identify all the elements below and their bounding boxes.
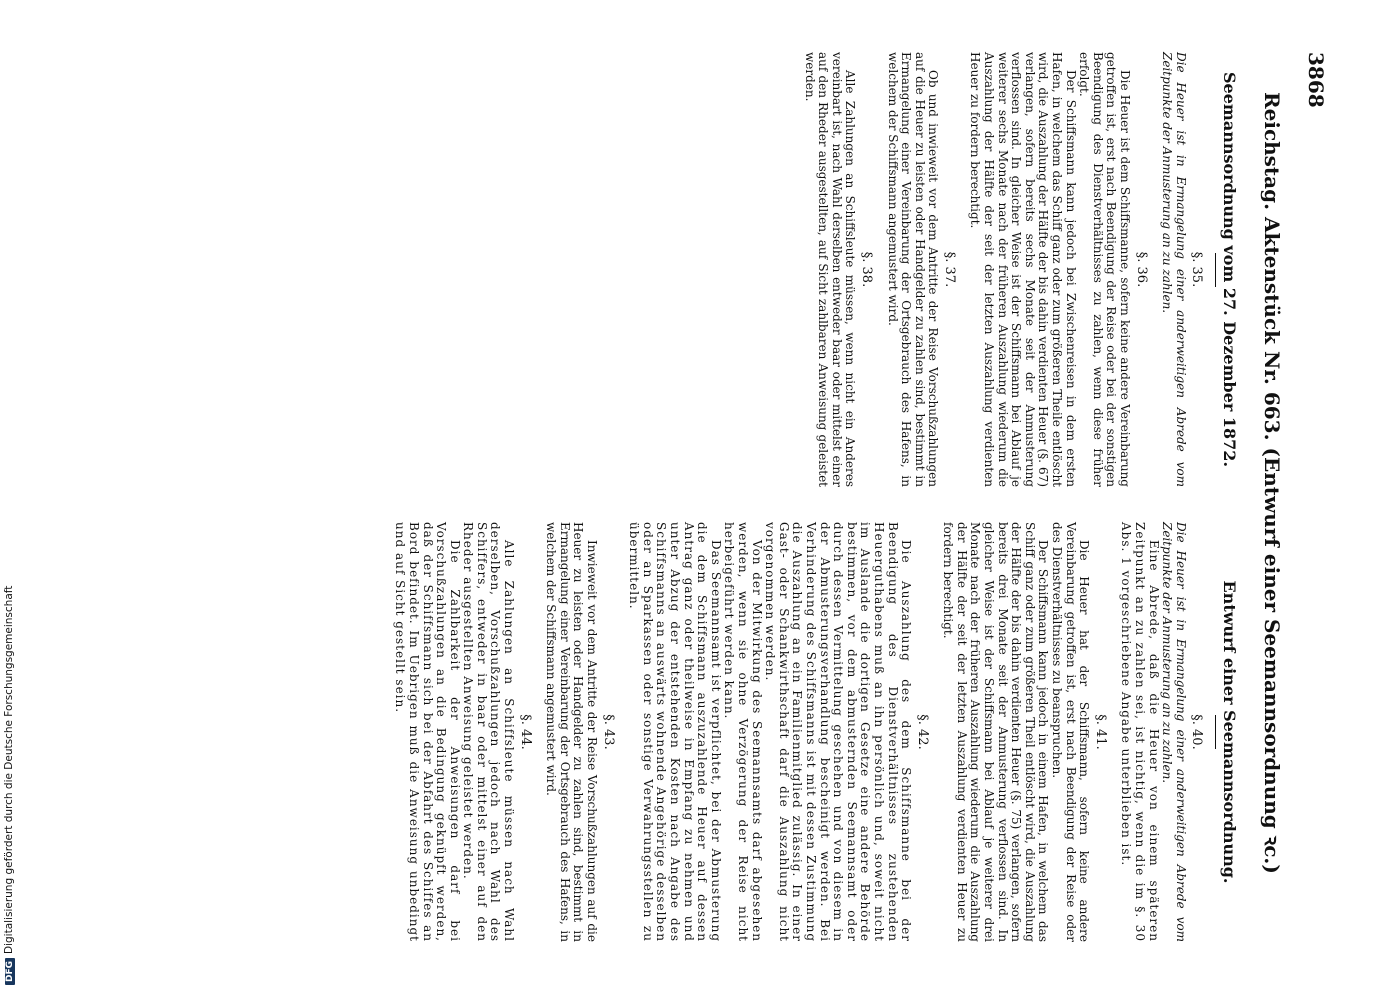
paragraph: Ob und inwieweit vor dem Antritte der Reise Vorschußzahlungen auf die Heuer zu leisten oder Handgelder zu zahlen sind, bestimmt in Ermangelung einer Vereinbarung der Ortsgebrauch des Hafens, in welchem der Schiffsmann angemustert wird. <box>885 52 941 487</box>
section-heading: §. 37. <box>941 251 957 288</box>
right-column-title: Entwurf einer Seemannsordnung. <box>1220 580 1239 884</box>
section-heading: §. 36. <box>1133 251 1149 288</box>
paragraph: Die Heuer ist in Ermangelung einer anderweitigen Abrede vom Zeitpunkte der Anmusterung an zu zahlen. <box>1160 52 1188 487</box>
section-heading: §. 41. <box>1092 714 1108 750</box>
section-heading: §. 43. <box>600 714 616 750</box>
right-column <box>393 522 1239 942</box>
digitization-footer <box>3 0 17 985</box>
section-heading: §. 35. <box>1189 251 1205 288</box>
left-column <box>802 52 1239 487</box>
divider <box>1215 715 1216 749</box>
paragraph: Das Seemannsamt ist verpflichtet, bei der Abmusterung die dem Schiffsmann auszuzahlende Heuer auf dessen Antrag ganz oder theilweise in Empfang zu nehmen und unter Abzug der entstehenden Kosten nach Angabe des Schiffsmanns an auswärts wohnende Angehörige desselben oder an Sparkassen oder sonstige Verwahrungsstellen zu übermitteln. <box>627 522 723 942</box>
document-sheet <box>58 52 1328 952</box>
paragraph: Der Schiffsmann kann jedoch in einem Hafen, in welchem das Schiff ganz oder zum größeren Theil entlöscht wird, die Auszahlung der Hälfte der bis dahin verdienten Heuer (§. 75) verlangen, sofern bereits drei Monate seit der Anmusterung verflossen sind. In gleicher Weise ist der Schiffsmann bei Ablauf je weiterer drei Monate nach der früheren Auszahlung wiederum die Auszahlung der Hälfte der seit der letzten Auszahlung verdienten Heuer zu fordern berechtigt. <box>941 522 1051 942</box>
section-heading: §. 42. <box>914 714 930 750</box>
paragraph: Eine Abrede, daß die Heuer von einem späteren Zeitpunkt an zu zahlen sei, ist nichtig, wenn die im §. 30 Abs. 1 vorgeschriebene Angabe unterblieben ist. <box>1119 522 1161 942</box>
paragraph: Die Zahlbarkeit der Anweisungen darf bei Vorschußzahlungen an die Bedingung geknüpft werden, daß der Schiffsmann sich bei der Abfahrt des Schiffes an Bord befindet. Im Uebrigen muß die Anweisung unbedingt und auf Sicht gestellt sein. <box>393 522 462 942</box>
paragraph: Inwieweit vor dem Antritte der Reise Vorschußzahlungen auf die Heuer zu leisten oder Handgelder zu zahlen sind, bestimmt in Ermangelung einer Vereinbarung der Ortsgebrauch des Hafens, in welchem der Schiffsmann angemustert wird. <box>544 522 600 942</box>
paragraph: Die Heuer ist dem Schiffsmanne, sofern keine andere Vereinbarung getroffen ist, erst nach Beendigung der Reise oder bei der sonstigen Beendigung des Dienstverhältnisses zu zahlen, wenn diese früher erfolgt. <box>1077 52 1133 487</box>
paragraph: Die Heuer hat der Schiffsmann, sofern keine andere Vereinbarung getroffen ist, erst nach Beendigung der Reise oder des Dienstverhältnisses zu beanspruchen. <box>1050 522 1092 942</box>
paragraph: Alle Zahlungen an Schiffsleute müssen, wenn nicht ein Anderes vereinbart ist, nach Wahl derselben entweder baar oder mittelst einer auf den Rheder ausgestellten, auf Sicht zahlbaren Anweisung geleistet werden. <box>802 52 858 487</box>
paragraph: Die Heuer ist in Ermangelung einer anderweitigen Abrede vom Zeitpunkte der Anmusterung an zu zahlen. <box>1160 522 1188 942</box>
page-title: Reichstag. Aktenstück Nr. 663. (Entwurf einer Seemannsordnung ꝛc.) <box>1260 92 1284 874</box>
left-column-title: Seemannsordnung vom 27. Dezember 1872. <box>1220 71 1239 468</box>
divider <box>1215 253 1216 287</box>
dfg-logo-icon: DFG <box>5 958 15 985</box>
section-heading: §. 38. <box>858 251 874 288</box>
paragraph: Der Schiffsmann kann jedoch bei Zwischenreisen in dem ersten Hafen, in welchem das Schiff ganz oder zum größeren Theile entlöscht wird, die Auszahlung der Hälfte der bis dahin verdienten Heuer (§. 67) verlangen, sofern bereits sechs Monate seit der Anmusterung verflossen sind. In gleicher Weise ist der Schiffsmann bei Ablauf je weiterer sechs Monate nach der früheren Auszahlung wiederum die Auszahlung der Hälfte der seit der letzten Auszahlung verdienten Heuer zu fordern berechtigt. <box>968 52 1078 487</box>
section-heading: §. 40. <box>1189 714 1205 750</box>
paragraph: Die Auszahlung des dem Schiffsmanne bei der Beendigung des Dienstverhältnisses zustehenden Heuerguthabens muß an ihn persönlich und, soweit nicht im Auslande die dortigen Gesetze eine andere Behörde bestimmen, vor dem abmusternden Seemannsamt oder durch dessen Vermittelung geschehen und von diesem in der Abmusterungsverhandlung bescheinigt werden. Bei Verhinderung des Schiffsmanns ist mit dessen Zustimmung die Auszahlung an ein Familienmitglied zulässig. In einer Gast- oder Schankwirthschaft darf die Auszahlung nicht vorgenommen werden. <box>763 522 914 942</box>
footer-text: Digitalisierung gefördert durch die Deutsche Forschungsgemeinschaft <box>3 585 15 954</box>
section-heading: §. 44. <box>517 714 533 750</box>
paragraph: Von der Mitwirkung des Seemannsamts darf abgesehen werden, wenn sie ohne Verzögerung der Reise nicht herbeigeführt werden kann. <box>722 522 764 942</box>
page-number: 3868 <box>1304 52 1328 108</box>
paragraph: Alle Zahlungen an Schiffsleute müssen nach Wahl derselben, Vorschußzahlungen jedoch nach Wahl des Schiffers, entweder in baar oder mittelst einer auf den Rheder ausgestellten Anweisung geleistet werden. <box>461 522 517 942</box>
